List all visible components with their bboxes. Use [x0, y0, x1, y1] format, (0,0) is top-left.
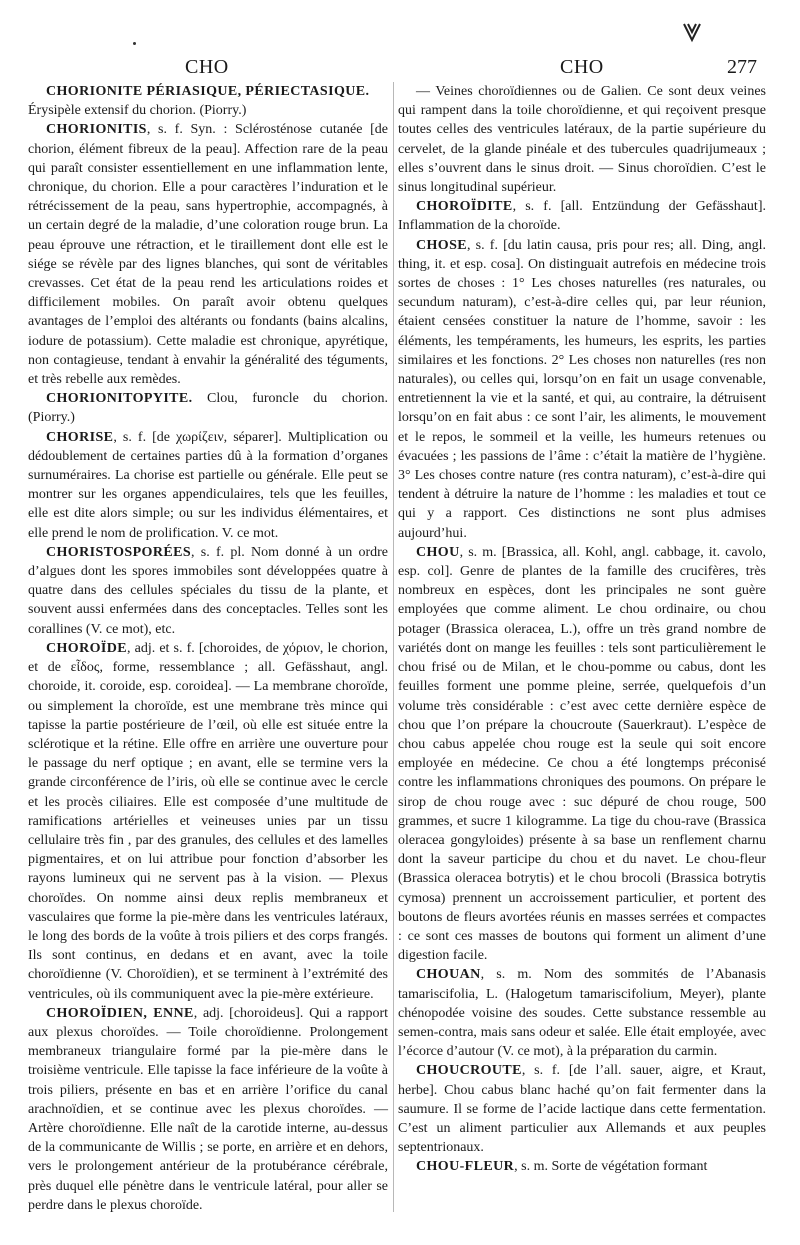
entry	[398, 236, 766, 543]
entry-text: , s. m. Nom des sommités de l’Abanasis tamariscifolia, L. (Halogetum tamariscifolium, Meyer), plante chénopodée voisine des soudes. Cette substance ressemble au semen-contra, mais sans odeur et salée. Elle était employée, avec l’écorce d’autour (V. ce mot), à la préparation du carmin.	[398, 967, 766, 1060]
entry-text: , s. f. [de χωρίζειν, séparer]. Multiplication ou dédoublement de certaines parties dû à la formation d’organes surnuméraires. La chorise est partielle ou générale. Elle peut se montrer sur les organes appendiculaires, tels que les feuilles, elle est dite alors simple; ou sur les individus élémentaires, et elle prend le nom de prolification. V. ce mot.	[28, 429, 388, 541]
entry-text: , s. m. [Brassica, all. Kohl, angl. cabbage, it. cavolo, esp. col]. Genre de plantes de la famille des crucifères, très nombreux en espèces, dont les principales ne sont guère employées que comme aliment. Le chou ordinaire, ou chou potager (Brassica oleracea, L.), offre un très grand nombre de variétés dont on mange les feuilles : tels sont particulièrement le chou frisé ou de Milan, et le chou-pomme ou cabus, dont les feuilles forment une pomme pleine, serrée, quelquefois d’un volume très considérable : c’est avec cette dernière espèce de chou que l’on prépare la choucroute (Sauerkraut). L’espèce de chou cabus appelée chou rouge est la seule qui soit encore employée en médecine. Ce chou a été longtemps préconisé contre les inflammations chroniques des poumons. On prépare le sirop de chou rouge avec : suc dépuré de chou rouge, 500 grammes, et sucre 1 kilogramme. La tige du chou-rave (Brassica oleracea gongyloides) présente à sa base un renflement charnu dont la saveur participe du chou et du navet. Le chou-fleur (Brassica oleracea botrytis) et le chou brocoli (Brassica botrytis cymosa) prennent un accroissement particulier, et portent des boutons de fleurs avortées réunis en masses serrées et compactes : ce sont ces masses de boutons qui forment un aliment d’une digestion facile.	[398, 544, 766, 964]
entry-text: , adj. et s. f. [choroides, de χόριον, le chorion, et de εἶδος, forme, ressemblance ; all. Gefässhaut, angl. choroide, it. coroide, esp. coroidea]. — La membrane choroïde, ou simplement la choroïde, est une membrane très mince qui tapisse la partie postérieure de l’œil, où elle est située entre la sclérotique et la rétine. Elle offre en arrière une ouverture pour le passage du nerf optique ; en avant, elle se termine vers la grande circonférence de l’iris, où elle se continue avec le cercle et les procès ciliaires. Elle est composée d’une multitude de ramifications artérielles et veineuses unies par un tissu cellulaire très fin , par des granules, des cellules et des lamelles pigmentaires, et on lui attribue pour fonction d’absorber les rayons lumineux qui ne servent pas à la vision. — Plexus choroïdes. On nomme ainsi deux replis membraneux et vasculaires que forme la pie-mère dans les ventricules latéraux, le long des bords de la voûte à trois piliers et des corps frangés. Ils sont continus, en dedans et en avant, avec la toile choroïdienne (V. Choroïdien), et se terminent à l’extrémité des ventricules, où ils communiquent avec la pie-mère extérieure.	[28, 640, 388, 1002]
entry-term: CHOUAN	[416, 967, 481, 983]
entry-term: CHOROÏDITE	[416, 199, 513, 215]
entry-text: , s. f. [all. Entzündung der Gefässhaut]. Inflammation de la choroïde.	[398, 199, 766, 234]
entry-term: CHORIONITIS	[46, 122, 147, 138]
entry-text: Clou, furoncle du chorion. (Piorry.)	[28, 391, 388, 426]
column-divider	[393, 82, 394, 1212]
left-column	[28, 82, 388, 1215]
entry	[398, 82, 766, 197]
entry-text: — Veines choroïdiennes ou de Galien. Ce sont deux veines qui rampent dans la toile choroïdienne, et qui reçoivent presque toutes celles des ventricules latéraux, de la partie supérieure du cervelet, de la glande pinéale et des tubercules quadrijumeaux ; elles s’ouvrent dans le sinus droit. — Sinus choroïdien. C’est le sinus longitudinal supérieur.	[398, 84, 766, 196]
entry	[398, 197, 766, 235]
entry	[28, 639, 388, 1004]
entry-term: CHOROÏDE	[46, 640, 127, 656]
entry-text: , s. f. [de l’all. sauer, aigre, et Kraut, herbe]. Chou cabus blanc haché qu’on fait fermenter dans la saumure. Il se forme de l’acide lactique dans cette fermentation. C’est un aliment particulier aux Allemands et aux peuples septentrionaux.	[398, 1063, 766, 1156]
entry-text: , s. m. Sorte de végétation formant	[514, 1159, 708, 1175]
printer-dot	[133, 42, 136, 45]
entry-continuation: Érysipèle extensif du chorion. (Piorry.)	[28, 103, 247, 119]
entry-term: CHORIONITOPYITE.	[46, 391, 193, 407]
entry-text: , s. f. Syn. : Sclérosténose cutanée [de chorion, élément fibreux de la peau]. Affection rare de la peau qui paraît consister essentiellement en une inflammation lente, chronique, du chorion. Elle a pour caractères l’induration et le rétrécissement de la peau, sans hypertrophie, accompagnés, à un certain degré de la maladie, d’une coloration rouge brun. La peau éprouve une rétraction, et le tiraillement dont elle est le siége se révèle par des lignes blanches, qui sont de véritables crevasses. Cet état de la peau rend les articulations roides et difficilement mobiles. On paraît avoir obtenu quelques avantages de l’emploi des altérants ou fondants (bains alcalins, iodure de potassium). Cette maladie est chronique, apyrétique, non contagieuse, tendant à envahir la généralité des téguments, et très rebelle aux remèdes.	[28, 122, 388, 388]
entry	[28, 1004, 388, 1215]
entry-term: CHOU-FLEUR	[416, 1159, 515, 1175]
entry	[28, 543, 388, 639]
entry	[398, 543, 766, 965]
entry-term: CHOUCROUTE	[416, 1063, 522, 1079]
running-head-right: CHO	[560, 56, 604, 78]
entry-text: , s. f. pl. Nom donné à un ordre d’algues dont les spores immobiles sont développées quatre à quatre dans des cellules spéciales du tissu de la plante, et souvent aussi enfermées dans des conceptacles. Telles sont les corallines (V. ce mot), etc.	[28, 544, 388, 637]
entry	[398, 965, 766, 1061]
page-number: 277	[727, 56, 757, 78]
entry-text: , s. f. [du latin causa, pris pour res; all. Ding, angl. thing, it. et esp. cosa]. On distinguait autrefois en médecine trois sortes de choses : 1° Les choses naturelles (res naturales, ou secundum naturam), c’est-à-dire celles qui, par leur réunion, étaient censées constituer la nature de l’homme, savoir : les éléments, les tempéraments, les humeurs, les esprits, les parties similaires et les fonctions. 2° Les choses non naturelles (res non naturales), ou celles qui, lorsqu’on en fait un usage convenable, entretiennent la vie et la santé, et qui, au contraire, la détruisent lorsqu’on en fait abus : ce sont l’air, les aliments, le mouvement et le repos, le sommeil et la veille, les humeurs retenues ou évacuées ; les passions de l’âme : c’était la matière de l’hygiène. 3° Les choses contre nature (res contra naturam), c’est-à-dire qui tendent à détruire la nature de l’homme : les maladies et tout ce qui y a rapport. Ces distinctions ne sont plus admises aujourd’hui.	[398, 237, 766, 541]
entry	[398, 1061, 766, 1157]
entry-term: CHOSE	[416, 237, 468, 253]
entry-term: CHORIONITE PÉRIASIQUE, PÉRIECTASIQUE.	[46, 84, 370, 99]
entry	[28, 82, 388, 101]
entry	[398, 1157, 766, 1176]
entry	[28, 389, 388, 427]
entry-term: CHOU	[416, 544, 460, 560]
entry-term: CHORISE	[46, 429, 114, 445]
entry-term: CHORISTOSPORÉES	[46, 544, 192, 560]
entry-text: , adj. [choroideus]. Qui a rapport aux plexus choroïdes. — Toile choroïdienne. Prolongement membraneux triangulaire formé par la pie-mère dans le troisième ventricule. Elle tapisse la face inférieure de la voûte à trois piliers, présente en bas et en arrière l’orifice du canal arachnoïdien, et se continue avec les plexus choroïdes. — Artère choroïdienne. Elle naît de la carotide interne, au-dessus de la communicante de Willis ; se porte, en arrière et en dehors, vers le prolongement antérieur de la protubérance cérébrale, près duquel elle pénètre dans le ventricule latéral, pour aller se perdre dans le plexus choroïde.	[28, 1005, 388, 1213]
entry	[28, 120, 388, 389]
entry	[28, 428, 388, 543]
running-head-left: CHO	[185, 56, 229, 78]
printer-ornament-icon	[682, 22, 702, 44]
right-column	[398, 82, 766, 1177]
entry-term: CHOROÏDIEN, ENNE	[46, 1005, 194, 1021]
